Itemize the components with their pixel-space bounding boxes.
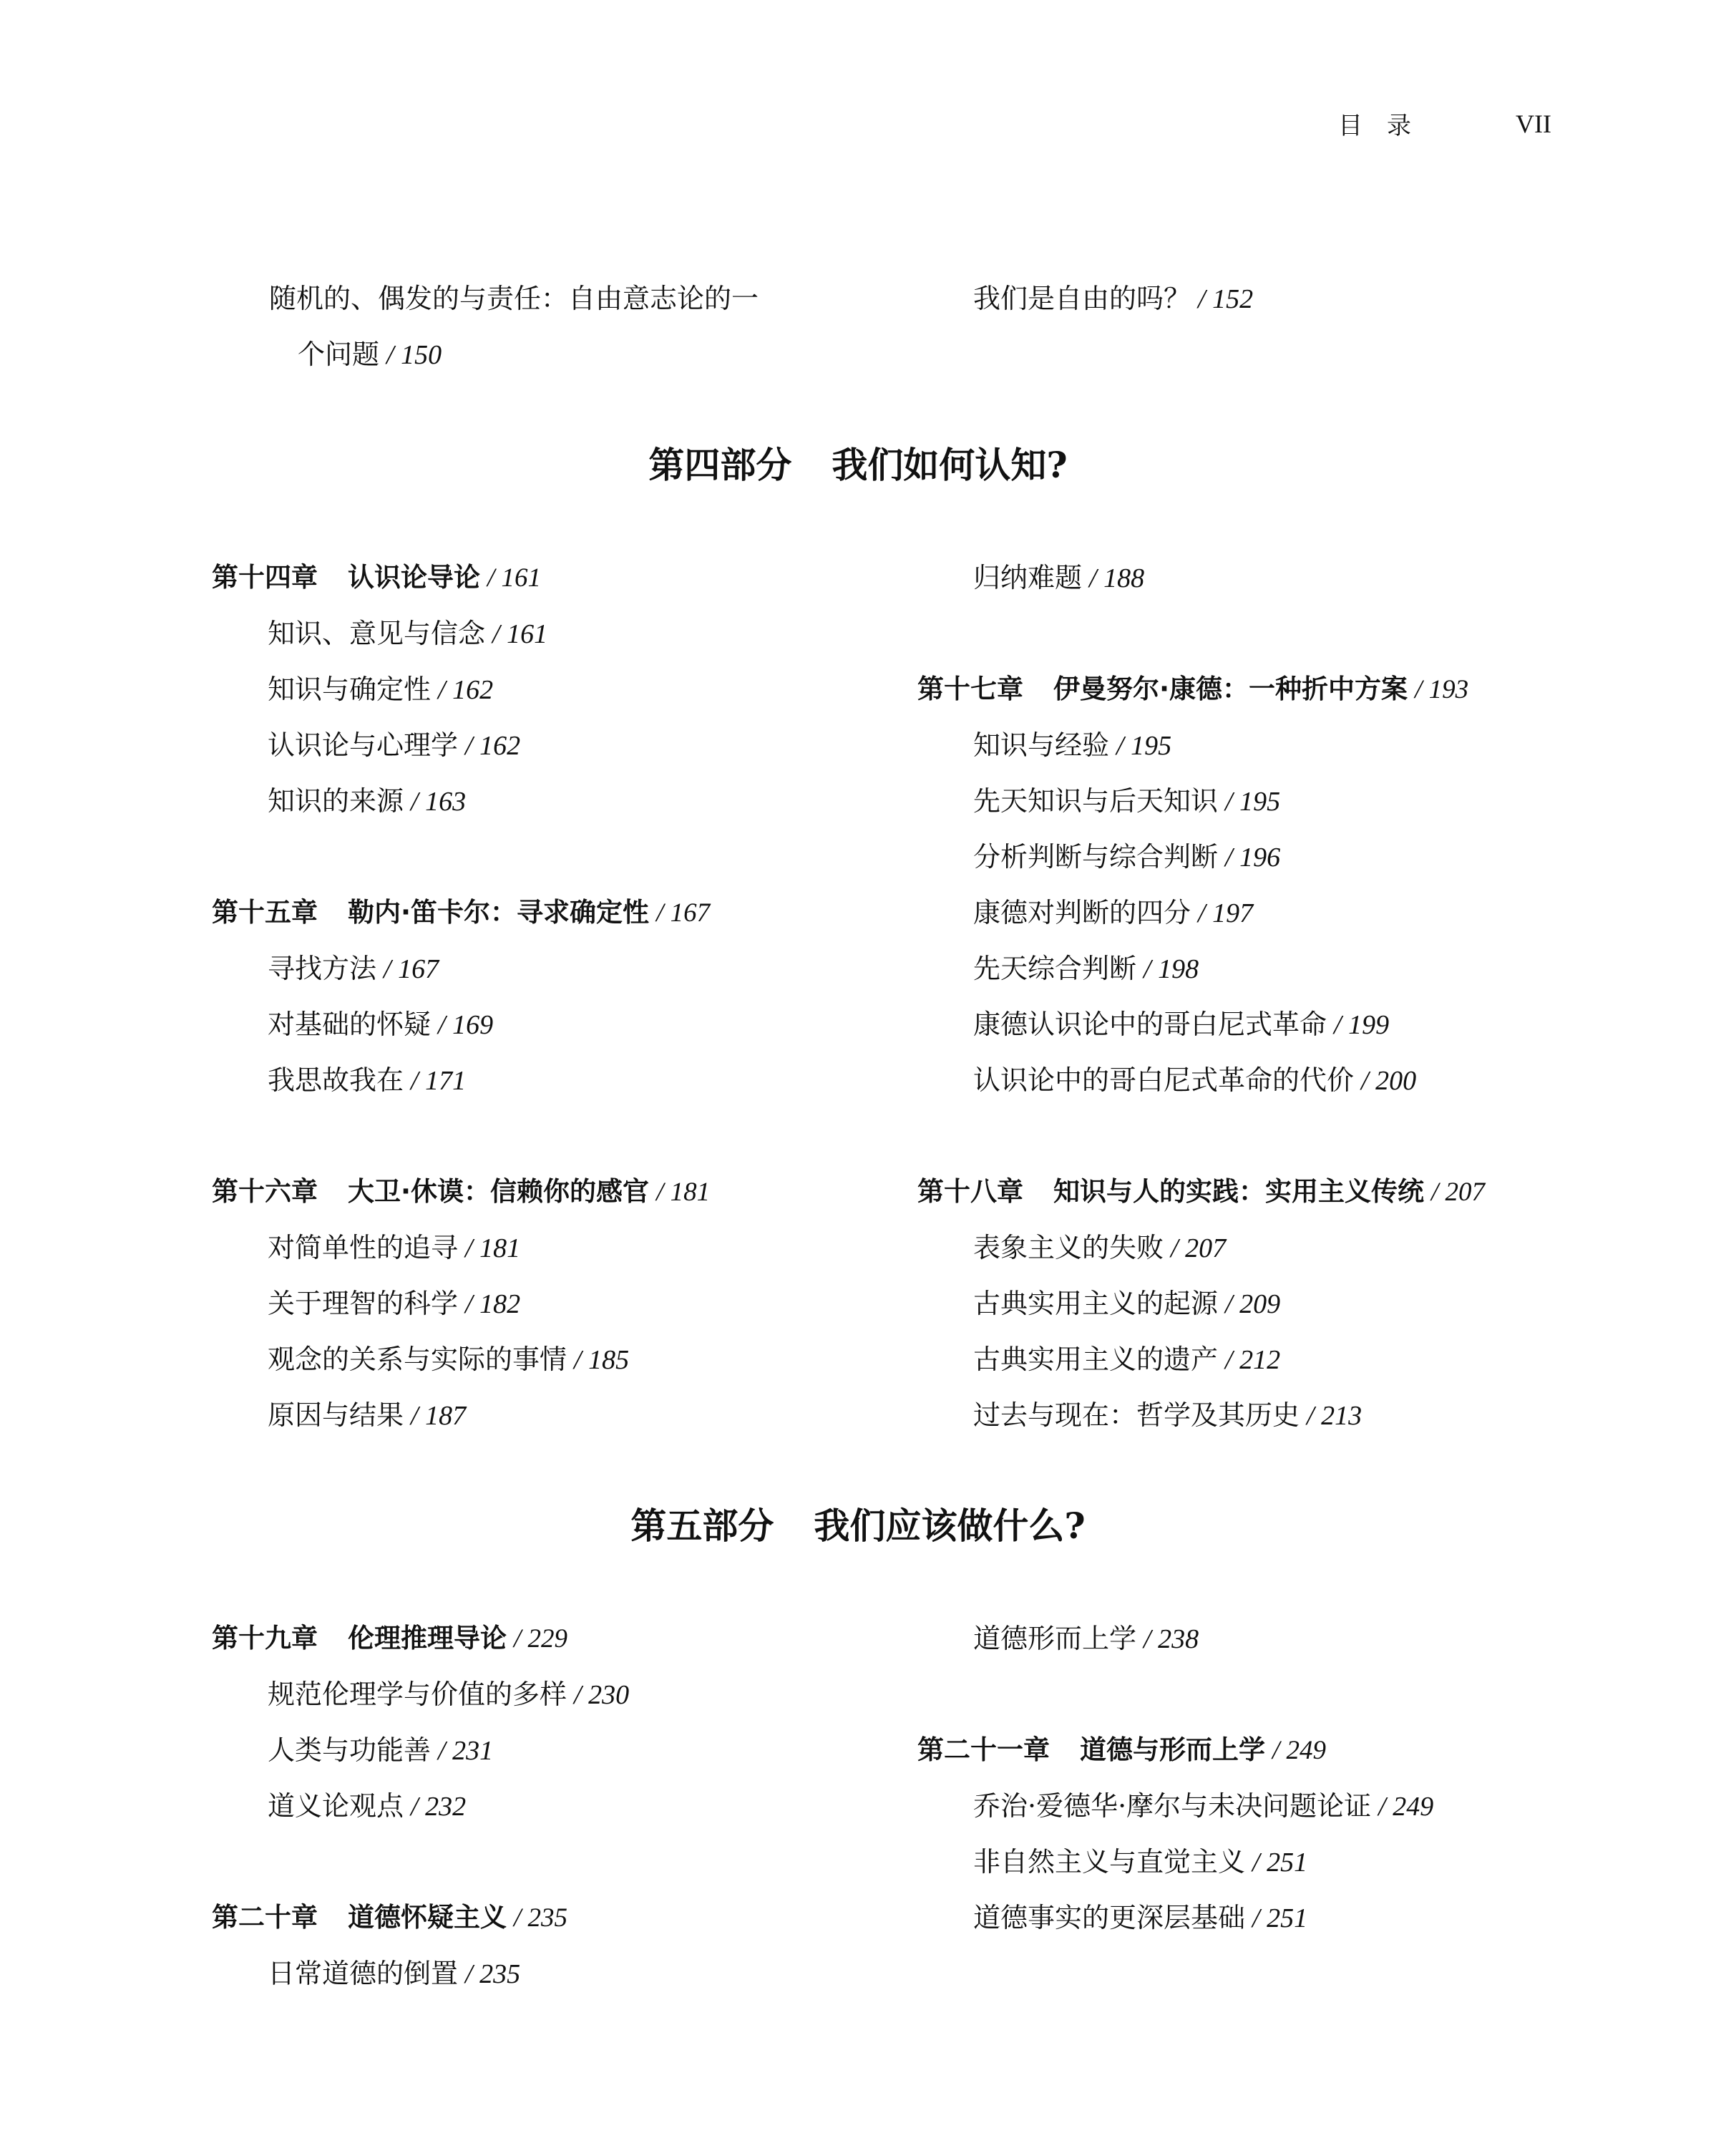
entry-page: / 251 bbox=[1252, 1847, 1308, 1878]
toc-entry[interactable] bbox=[212, 1946, 629, 2001]
entry-page: / 251 bbox=[1252, 1903, 1308, 1933]
toc-entry[interactable] bbox=[212, 1276, 710, 1331]
toc-right-column-part5 bbox=[917, 1611, 1433, 1946]
entry-title: 规范伦理学与价值的多样 bbox=[268, 1679, 567, 1710]
toc-entry[interactable] bbox=[917, 1778, 1433, 1834]
chapter-entry-16[interactable] bbox=[212, 1164, 710, 1220]
entry-title: 寻找方法 bbox=[268, 953, 377, 984]
entry-title: 归纳难题 bbox=[973, 562, 1083, 593]
toc-entry[interactable] bbox=[917, 550, 1485, 606]
toc-entry[interactable] bbox=[212, 717, 710, 773]
toc-entry[interactable] bbox=[212, 773, 710, 829]
chapter-title: 认识论导论 bbox=[348, 562, 480, 593]
part-title: 我们应该做什么? bbox=[814, 1505, 1086, 1547]
toc-right-column-part4 bbox=[917, 550, 1485, 1443]
part-number: 第五部分 bbox=[630, 1505, 774, 1547]
toc-entry[interactable] bbox=[269, 271, 759, 326]
chapter-page: / 161 bbox=[487, 563, 542, 593]
toc-entry[interactable] bbox=[917, 1220, 1485, 1276]
entry-page: / 209 bbox=[1225, 1289, 1281, 1319]
chapter-entry-19[interactable] bbox=[212, 1611, 629, 1666]
spacer bbox=[917, 1666, 1433, 1722]
entry-page: / 235 bbox=[465, 1959, 521, 1989]
entry-title: 道德事实的更深层基础 bbox=[973, 1902, 1246, 1933]
chapter-entry-14[interactable] bbox=[212, 550, 710, 606]
entry-title: 道德形而上学 bbox=[973, 1623, 1137, 1654]
entry-page: / 171 bbox=[411, 1066, 467, 1096]
chapter-title: 道德与形而上学 bbox=[1080, 1734, 1265, 1765]
toc-entry[interactable] bbox=[917, 829, 1485, 885]
entry-page: / 199 bbox=[1334, 1010, 1390, 1040]
chapter-page: / 181 bbox=[656, 1177, 711, 1207]
part-heading bbox=[0, 437, 1716, 488]
prev-page-continuation-right bbox=[973, 271, 1253, 326]
entry-title: 过去与现在：哲学及其历史 bbox=[973, 1399, 1300, 1431]
entry-title: 对基础的怀疑 bbox=[268, 1009, 432, 1040]
entry-page: / 195 bbox=[1116, 731, 1172, 761]
entry-title: 非自然主义与直觉主义 bbox=[973, 1846, 1246, 1878]
entry-title: 原因与结果 bbox=[268, 1399, 404, 1431]
chapter-number: 第二十一章 bbox=[917, 1734, 1050, 1765]
chapter-title: 大卫·休谟：信赖你的感官 bbox=[348, 1176, 650, 1207]
entry-page: / 150 bbox=[386, 340, 442, 370]
toc-entry[interactable] bbox=[212, 1387, 710, 1443]
chapter-title: 知识与人的实践：实用主义传统 bbox=[1053, 1176, 1424, 1207]
chapter-title: 道德怀疑主义 bbox=[348, 1902, 507, 1933]
running-header bbox=[1338, 106, 1551, 141]
chapter-title: 伊曼努尔·康德：一种折中方案 bbox=[1053, 674, 1408, 704]
toc-left-column-part4 bbox=[212, 550, 710, 1443]
toc-entry[interactable] bbox=[212, 941, 710, 996]
entry-title: 知识与确定性 bbox=[268, 674, 432, 705]
entry-title: 知识的来源 bbox=[268, 785, 404, 817]
chapter-entry-21[interactable] bbox=[917, 1722, 1433, 1778]
toc-entry[interactable] bbox=[917, 1276, 1485, 1331]
part-title: 我们如何认知? bbox=[832, 444, 1068, 486]
entry-page: / 169 bbox=[438, 1010, 494, 1040]
toc-entry[interactable] bbox=[917, 717, 1485, 773]
toc-entry[interactable] bbox=[917, 885, 1485, 941]
toc-entry[interactable] bbox=[212, 996, 710, 1052]
entry-page: / 213 bbox=[1307, 1401, 1362, 1431]
prev-page-continuation-left bbox=[269, 271, 759, 382]
chapter-number: 第十七章 bbox=[917, 674, 1023, 704]
chapter-page: / 249 bbox=[1272, 1736, 1327, 1765]
entry-title: 古典实用主义的起源 bbox=[973, 1288, 1219, 1319]
toc-entry[interactable] bbox=[917, 1890, 1433, 1946]
entry-page: / 167 bbox=[384, 954, 439, 984]
spacer bbox=[212, 1108, 710, 1164]
toc-entry[interactable] bbox=[917, 773, 1485, 829]
chapter-page: / 235 bbox=[514, 1903, 568, 1933]
chapter-page: / 229 bbox=[514, 1624, 568, 1654]
entry-title: 先天知识与后天知识 bbox=[973, 785, 1219, 817]
entry-title: 我们是自由的吗？ bbox=[973, 283, 1191, 314]
toc-entry[interactable] bbox=[917, 996, 1485, 1052]
spacer bbox=[212, 829, 710, 885]
chapter-entry-18[interactable] bbox=[917, 1164, 1485, 1220]
entry-title: 康德对判断的四分 bbox=[973, 897, 1191, 928]
entry-page: / 238 bbox=[1144, 1624, 1199, 1654]
entry-title: 关于理智的科学 bbox=[268, 1288, 459, 1319]
chapter-page: / 193 bbox=[1415, 675, 1469, 704]
toc-entry[interactable] bbox=[212, 1666, 629, 1722]
entry-page: / 212 bbox=[1225, 1345, 1281, 1375]
toc-entry[interactable] bbox=[917, 1052, 1485, 1108]
entry-page: / 196 bbox=[1225, 843, 1281, 873]
entry-page: / 230 bbox=[574, 1680, 630, 1710]
entry-title: 个问题 bbox=[298, 339, 380, 370]
entry-page: / 197 bbox=[1198, 898, 1254, 928]
chapter-number: 第十六章 bbox=[212, 1176, 318, 1207]
entry-title: 观念的关系与实际的事情 bbox=[268, 1344, 567, 1375]
toc-entry[interactable] bbox=[917, 941, 1485, 996]
spacer bbox=[212, 1834, 629, 1890]
entry-page: / 161 bbox=[492, 619, 548, 649]
toc-entry[interactable] bbox=[212, 661, 710, 717]
toc-entry[interactable] bbox=[212, 1331, 710, 1387]
entry-title: 对简单性的追寻 bbox=[268, 1232, 459, 1263]
toc-entry[interactable] bbox=[212, 1778, 629, 1834]
entry-page: / 249 bbox=[1378, 1792, 1434, 1822]
chapter-number: 第十四章 bbox=[212, 562, 318, 593]
page-number: VII bbox=[1516, 109, 1551, 138]
chapter-entry-17[interactable] bbox=[917, 661, 1485, 717]
entry-title: 认识论与心理学 bbox=[268, 729, 459, 761]
entry-title: 表象主义的失败 bbox=[973, 1232, 1164, 1263]
chapter-title: 勒内·笛卡尔：寻求确定性 bbox=[348, 897, 650, 928]
entry-title: 古典实用主义的遗产 bbox=[973, 1344, 1219, 1375]
toc-entry[interactable] bbox=[917, 1387, 1485, 1443]
chapter-title: 伦理推理导论 bbox=[348, 1623, 507, 1654]
entry-page: / 181 bbox=[465, 1233, 521, 1263]
entry-title: 康德认识论中的哥白尼式革命 bbox=[973, 1009, 1327, 1040]
chapter-page: / 167 bbox=[656, 898, 711, 928]
entry-page: / 182 bbox=[465, 1289, 521, 1319]
entry-title: 乔治·爱德华·摩尔与未决问题论证 bbox=[973, 1790, 1372, 1822]
toc-entry[interactable] bbox=[212, 1220, 710, 1276]
entry-title: 我思故我在 bbox=[268, 1064, 404, 1096]
entry-page: / 207 bbox=[1171, 1233, 1227, 1263]
toc-entry[interactable] bbox=[212, 1052, 710, 1108]
chapter-number: 第二十章 bbox=[212, 1902, 318, 1933]
toc-entry[interactable] bbox=[917, 1331, 1485, 1387]
entry-title: 知识、意见与信念 bbox=[268, 618, 486, 649]
entry-page: / 195 bbox=[1225, 787, 1281, 817]
chapter-entry-15[interactable] bbox=[212, 885, 710, 941]
entry-title: 认识论中的哥白尼式革命的代价 bbox=[973, 1064, 1355, 1096]
entry-title: 知识与经验 bbox=[973, 729, 1110, 761]
entry-page: / 231 bbox=[438, 1736, 494, 1766]
entry-page: / 163 bbox=[411, 787, 467, 817]
toc-entry[interactable] bbox=[973, 271, 1253, 326]
running-title: 目录 bbox=[1338, 112, 1436, 140]
spacer bbox=[917, 606, 1485, 661]
entry-title: 人类与功能善 bbox=[268, 1734, 432, 1766]
entry-page: / 162 bbox=[465, 731, 521, 761]
entry-title: 随机的、偶发的与责任：自由意志论的一 bbox=[269, 283, 759, 314]
part-heading bbox=[0, 1497, 1716, 1549]
entry-page: / 185 bbox=[574, 1345, 630, 1375]
entry-title: 道义论观点 bbox=[268, 1790, 404, 1822]
chapter-page: / 207 bbox=[1431, 1177, 1486, 1207]
entry-title: 先天综合判断 bbox=[973, 953, 1137, 984]
chapter-number: 第十五章 bbox=[212, 897, 318, 928]
chapter-entry-20[interactable] bbox=[212, 1890, 629, 1946]
entry-page: / 162 bbox=[438, 675, 494, 705]
toc-entry[interactable] bbox=[917, 1834, 1433, 1890]
part-number: 第四部分 bbox=[648, 444, 792, 486]
entry-page: / 188 bbox=[1089, 563, 1145, 593]
entry-page: / 200 bbox=[1361, 1066, 1417, 1096]
chapter-number: 第十九章 bbox=[212, 1623, 318, 1654]
entry-title: 日常道德的倒置 bbox=[268, 1958, 459, 1989]
toc-entry[interactable] bbox=[917, 1611, 1433, 1666]
entry-page: / 152 bbox=[1198, 284, 1254, 314]
entry-page: / 187 bbox=[411, 1401, 467, 1431]
entry-page: / 232 bbox=[411, 1792, 467, 1822]
toc-left-column-part5 bbox=[212, 1611, 629, 2001]
chapter-number: 第十八章 bbox=[917, 1176, 1023, 1207]
toc-entry[interactable] bbox=[212, 1722, 629, 1778]
toc-entry[interactable] bbox=[212, 606, 710, 661]
entry-page: / 198 bbox=[1144, 954, 1199, 984]
spacer bbox=[917, 1108, 1485, 1164]
entry-title: 分析判断与综合判断 bbox=[973, 841, 1219, 873]
toc-entry-continuation[interactable] bbox=[269, 326, 759, 382]
